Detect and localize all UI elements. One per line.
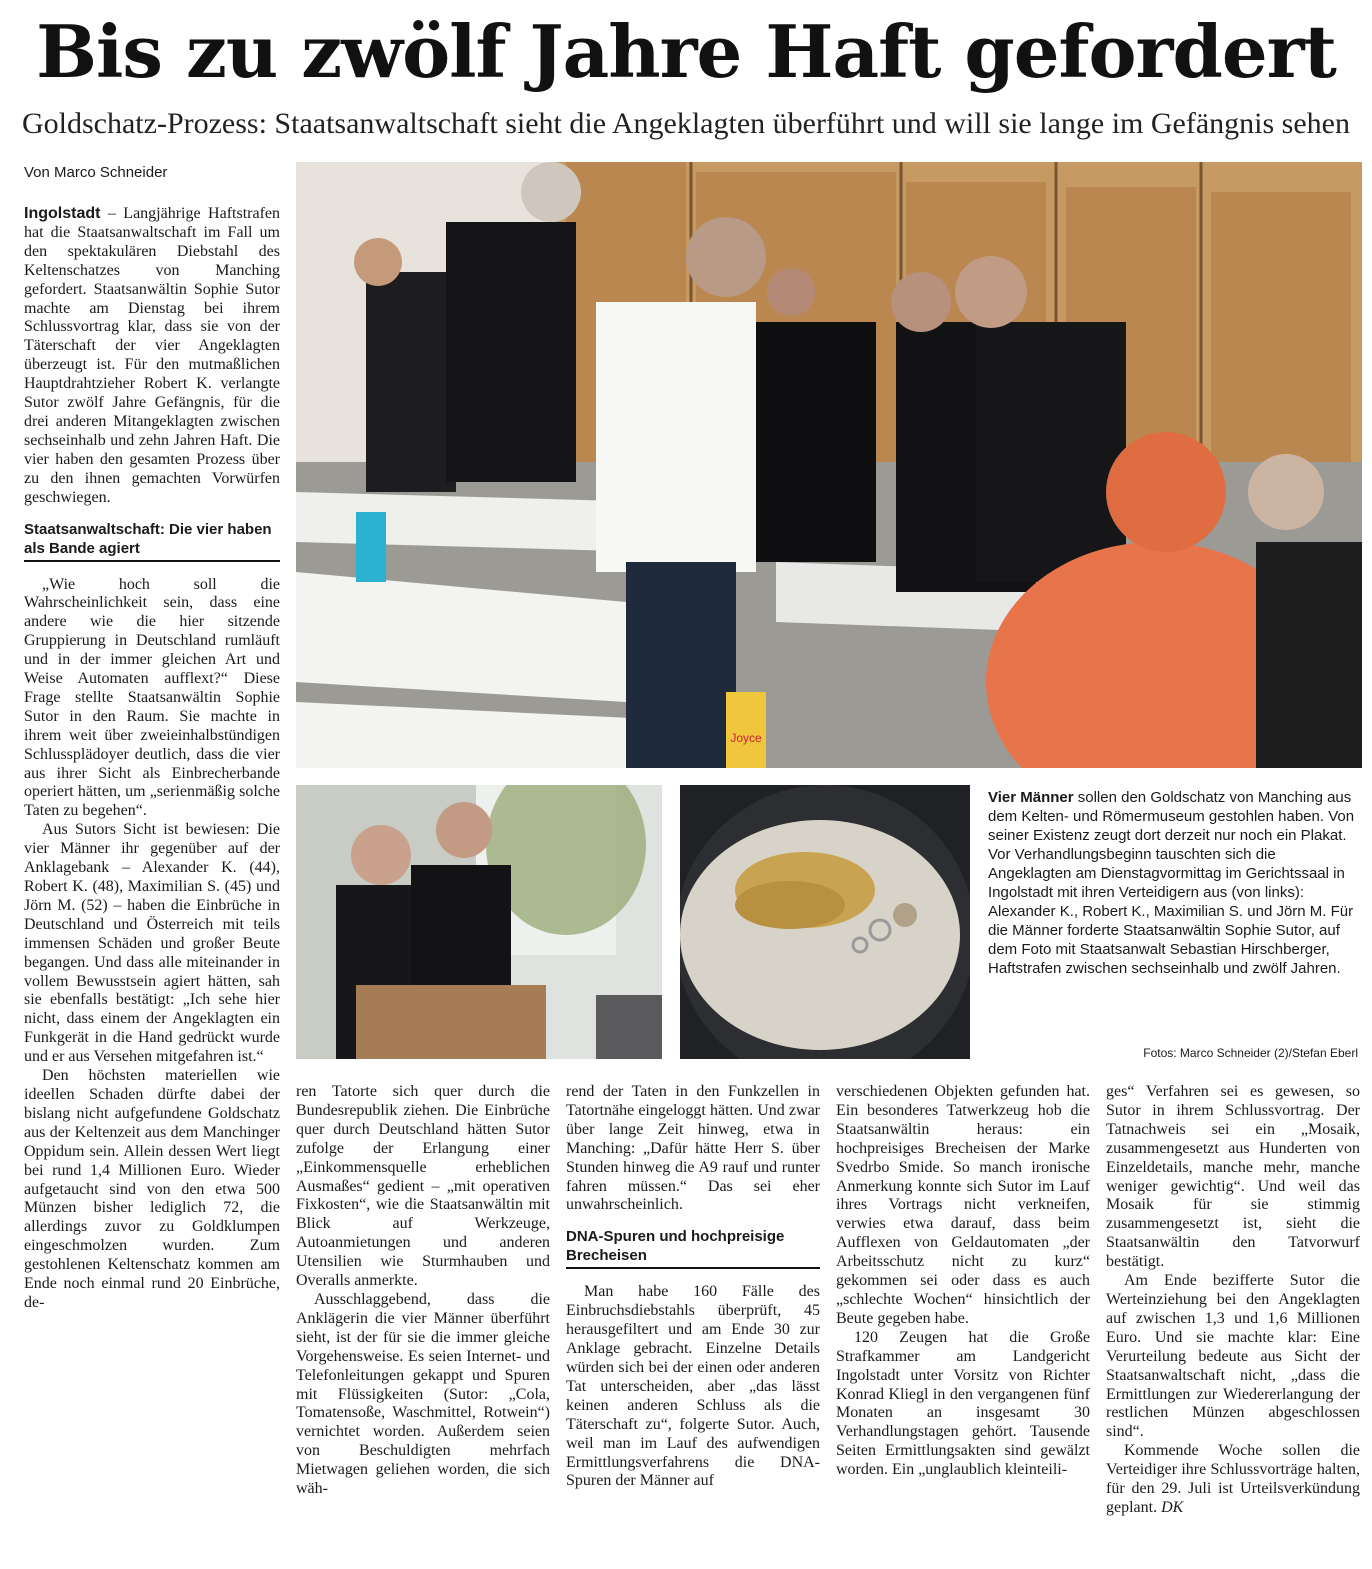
- dateline: Ingolstadt: [24, 205, 101, 222]
- text-column-1: [24, 205, 280, 1565]
- photo-caption: [988, 788, 1358, 978]
- paragraph: Am Ende bezifferte Sutor die Werteinziehung bei den Angeklagten auf zwischen 1,3 und 1,6 Millionen Euro. Und sie machte klar: Eine Verurteilung bedeute aus Sicht der Staatsanwaltschaft nicht, „dass die Ermittlungen zur Wiedererlangung der restlichen Münzen abgeschlossen sind“.: [1106, 1272, 1360, 1441]
- text-column-3: [566, 1083, 820, 1563]
- paragraph: ren Tatorte sich quer durch die Bundesrepublik ziehen. Die Einbrüche quer durch Deutschland hätten Sutor zufolge der Erlangung einer „Einkommensquelle erheblichen Ausmaßes“ gedient – „mit operativen Fixkosten“, wie die Staatsanwältin mit Blick auf Werkzeuge, Autoanmietungen und anderen Utensilien wie Sturmhauben und Overalls anmerkte.: [296, 1083, 550, 1290]
- subhead-dna: DNA-Spuren und hochpreisige Brecheisen: [566, 1227, 820, 1269]
- caption-lead: Vier Männer: [988, 789, 1074, 806]
- paragraph: Kommende Woche sollen die Verteidiger ihre Schlussvorträge halten, für den 29. Juli ist Urteilsverkündung geplant. DK: [1106, 1442, 1360, 1516]
- lead-paragraph: Ingolstadt – Langjährige Haftstrafen hat die Staatsanwaltschaft im Fall um den spektakulären Diebstahl des Keltenschatzes von Manching gefordert. Staatsanwältin Sophie Sutor machte am Dienstag bei ihrem Schlussvortrag klar, dass sie von der Täterschaft der vier Angeklagten überzeugt ist. Für den mutmaßlichen Hauptdrahtzieher Robert K. verlangte Sutor zwölf Jahre Gefängnis, für die drei anderen Mitangeklagten zwischen sechseinhalb und zehn Jahren Haft. Die vier haben den gesamten Prozess über zu den ihnen gemachten Vorwürfen geschwiegen.: [24, 205, 280, 506]
- goldcoins-poster-photo: [680, 785, 970, 1059]
- paragraph: verschiedenen Objekten gefunden hat. Ein besonderes Tatwerkzeug hob die Staatsanwältin heraus: ein hochpreisiges Brecheisen der Marke Svedrbo Smide. So manch ironische Anmerkung konnte sich Sutor im Lauf ihres Vortrags nicht verkneifen, verwies etwa darauf, dass beim Aufflexen von Geldautomaten „der Arbeitsschutz nicht zu kurz“ gekommen sei oder dass es auch „schlechte Wochen“ hinsichtlich der Beute gegeben habe.: [836, 1083, 1090, 1327]
- photo-credit: Fotos: Marco Schneider (2)/Stefan Eberl: [1143, 1046, 1358, 1060]
- caption-text: sollen den Goldschatz von Manching aus dem Kelten- und Römermuseum gestohlen haben. Von seiner Existenz zeugt dort derzeit nur noch ein Plakat. Vor Verhandlungsbeginn tauschten sich die Angeklagten am Dienstagvormittag im Gerichtssaal in Ingolstadt mit ihren Verteidigern aus (von links): Alexander K., Robert K., Maximilian S. und Jörn M. Für die Männer forderte Staatsanwältin Sophie Sutor, auf dem Foto mit Staatsanwalt Sebastian Hirschberger, Haftstrafen zwischen sechseinhalb und zwölf Jahren.: [988, 789, 1355, 977]
- signature: DK: [1161, 1498, 1184, 1516]
- text-column-4: [836, 1083, 1090, 1563]
- text-column-2: [296, 1083, 550, 1563]
- paragraph: Den höchsten materiellen wie ideellen Schaden dürfte dabei der bislang nicht aufgefundene Goldschatz aus der Keltenzeit aus dem Manchinger Oppidum sein. Allein dessen Wert liegt bei rund 1,4 Millionen Euro. Wieder aufgetaucht sind von den etwa 500 Münzen bisher lediglich 72, die allerdings zuvor zu Goldklumpen eingeschmolzen wurden. Zum gestohlenen Keltenschatz kommen am Ende noch einmal rund 20 Einbrüche, de-: [24, 1067, 280, 1311]
- courtroom-photo: [296, 162, 1362, 768]
- paragraph: Aus Sutors Sicht ist bewiesen: Die vier Männer ihr gegenüber auf der Anklagebank – Alexander K. (44), Robert K. (48), Maximilian S. (45) und Jörn M. (52) – haben die Einbrüche in Deutschland und Österreich mit teils immensen Schäden und großer Beute begangen. Und dass alle miteinander in vollem Bewusstsein agiert hätten, sah sie ebenfalls bestätigt: „Ich sehe hier nicht, dass einem der Angeklagten ein Funkgerät in die Hand gedrückt wurde und er aus Versehen mitgefahren ist.“: [24, 821, 280, 1066]
- paragraph: rend der Taten in den Funkzellen in Tatortnähe eingeloggt hätten. Und zwar über lange Zeit hinweg, etwa in Manching: „Dafür hätte Herr S. über Stunden hinweg die A9 rauf und runter fahren müssen.“ Das sei eher unwahrscheinlich.: [566, 1083, 820, 1214]
- paragraph: 120 Zeugen hat die Große Strafkammer am Landgericht Ingolstadt unter Vorsitz von Richter Konrad Kliegl in den vergangenen fünf Monaten an insgesamt 30 Verhandlungstagen gehört. Tausende Seiten Ermittlungsakten sind gewälzt worden. Ein „unglaublich kleinteili-: [836, 1328, 1090, 1479]
- paragraph: ges“ Verfahren sei es gewesen, so Sutor in ihrem Schlussvortrag. Der Tatnachweis sei ein „Mosaik, zusammengesetzt aus Hunderten von Einzeldetails, manche mehr, manche weniger gewichtig“. Und weil das Mosaik für sie stimmig zusammengesetzt ist, sieht die Staatsanwältin den Tatvorwurf bestätigt.: [1106, 1083, 1360, 1271]
- paragraph: Ausschlaggebend, dass die Anklägerin die vier Männer überführt sieht, ist der für sie die immer gleiche Vorgehensweise. Es seien Internet- und Telefonleitungen gekappt und Spuren mit Flüssigkeiten (Sutor: „Cola, Tomatensoße, Waschmittel, Rotwein“) vernichtet worden. Außerdem seien von Beschuldigten mehrfach Mietwagen geliehen worden, die sich wäh-: [296, 1290, 550, 1498]
- subhead-bande: Staatsanwaltschaft: Die vier haben als Bande agiert: [24, 520, 280, 562]
- byline: Von Marco Schneider: [24, 164, 168, 181]
- paragraph: „Wie hoch soll die Wahrscheinlichkeit sein, dass eine andere wie die hier sitzende Gruppierung in Deutschland rumläuft und in der immer gleichen Art und Weise Automaten aufflext?“ Diese Frage stellte Staatsanwältin Sophie Sutor in den Raum. Sie machte in ihrem weit über zweieinhalbstündigen Schlussplädoyer deutlich, dass die vier aus ihrer Sicht als Einbrecherbande operiert hätten, um „serienmäßig solche Taten zu begehen“.: [24, 575, 280, 820]
- headline: Bis zu zwölf Jahre Haft gefordert: [36, 9, 1336, 94]
- bottle-label: Joyce: [730, 731, 762, 745]
- subheadline: Goldschatz-Prozess: Staatsanwaltschaft sieht die Angeklagten überführt und will sie lange im Gefängnis sehen: [22, 107, 1350, 140]
- text-column-5: [1106, 1083, 1360, 1563]
- paragraph: Man habe 160 Fälle des Einbruchsdiebstahls überprüft, 45 herausgefiltert und am Ende 30 zur Anklage gebracht. Einzelne Details würden sich bei der einen oder anderen Tat unterscheiden, aber „das lässt keinen anderen Schluss als die Täterschaft zu“, folgerte Sutor. Auch, weil man im Lauf des aufwendigen Ermittlungsverfahrens die DNA-Spuren der Männer auf: [566, 1283, 820, 1490]
- prosecutors-photo: [296, 785, 662, 1059]
